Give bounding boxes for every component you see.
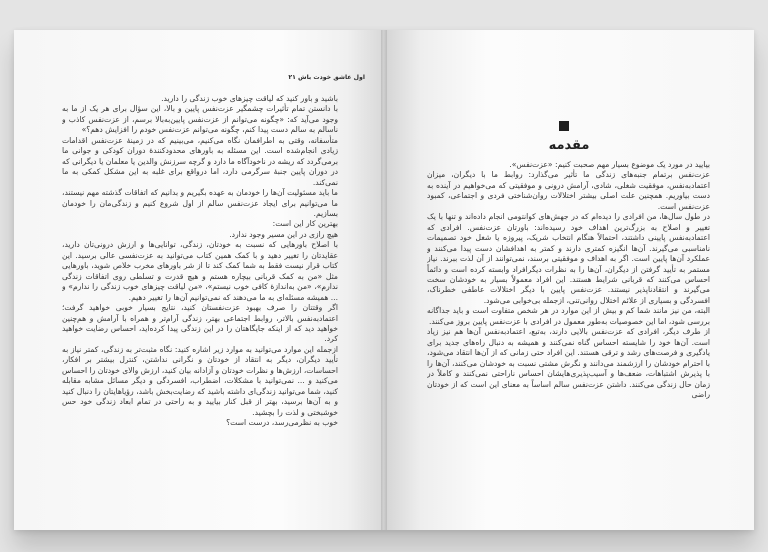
body-paragraph: از طرف دیگر، افرادی که عزت‌نفس بالایی دارند، به‌تبع، اعتمادبه‌نفس آن‌ها هم نیز زیاد است. آن‌ها خود را شایسته احساس گناه نمی‌کنند و همیشه به دنبال راه‌های جدید برای یادگیری و فرصت‌های رشد و ترقی هستند. این افراد حتی زمانی که از آن‌ها انتقاد می‌شود، با احترام خودشان را ارزشمند می‌دانند و نگرش مشتی نسبت به خودشان می‌کنند، آن‌ها را با پذیرش اشتباهات، ضعف‌ها و آسیب‌پذیری‌هایشان احساس ناراحتی نمی‌کنند و کاملاً در زمان حال زندگی می‌کنند. داشتن عزت‌نفس سالم اساساً به معنای این است که از خودتان راضی: [427, 327, 710, 399]
right-page: [384, 30, 754, 530]
body-paragraph: اگر وقتتان را صرف بهبود عزت‌نفستان کنید، نتایج بسیار خوبی خواهید گرفت؛ اعتمادبه‌نفس بالاتر، روابط اجتماعی بهتر، زندگی آرام‌تر و همراه با آرامش و هم‌چنین خواهید دید که از اینکه جایگاهتان را در این زندگی پیدا کرده‌اید، احساس رضایت خواهید کرد.: [62, 303, 338, 344]
book-gutter: [381, 30, 387, 530]
open-book: [14, 30, 754, 530]
body-paragraph: ما باید مسئولیت آن‌ها را خودمان به عهده بگیریم و بدانیم که اتفاقات گذشته مهم نیستند، ما می‌توانیم برای ایجاد عزت‌نفس سالم از اول شروع کنیم و زندگی‌مان را خودمان بسازیم.: [62, 188, 338, 218]
right-page-body: [427, 160, 710, 484]
chapter-title: مقدمه: [548, 138, 590, 153]
body-paragraph: با دانستن تمام تأثیرات چشمگیر عزت‌نفس پایین و بالا، این سؤال برای هر یک از ما به وجود می‌آید که: «چگونه می‌توانم از عزت‌نفس پایین‌به‌بالا برسم، از عزت‌نفس کاذب و ناسالم به سالم دست پیدا کنم، چگونه می‌توانم عزت‌نفس خودم را افزایش دهم؟»: [62, 104, 338, 135]
body-paragraph: هیچ رازی در این مسیر وجود ندارد.: [229, 229, 338, 239]
body-paragraph: در طول سال‌ها، من افرادی را دیده‌ام که در جهش‌های کوانتومی انجام داده‌اند و تنها با یک تغییر و اصلاح به بزرگ‌ترین اهداف خود رسیده‌اند: باورتان عزت‌نفس. افرادی که اعتمادبه‌نفس پایینی داشتند، احتمالاً هنگام انتخاب شریک، پیروزه یا شغل خود تصمیمات نامناسبی می‌گیرند. آن‌ها انگیزه کمتری دارند و کمتر به اهدافشان دست پیدا می‌کنند و عملکرد آن‌ها پایین است. اگر به اهداف و موفقیتی برسند، نمی‌توانند از آن لذت ببرند. نیاز مستمر به تأیید گرفتن از دیگران، آن‌ها را به نظرات دیگرافراد وابسته کرده است و دائماً احساس می‌کنند که قربانی شرایط هستند. این افراد معمولاً بسیار به خودشان سخت می‌گیرند و انتقادناپذیر نیستند. عزت‌نفس پایین با دیگر اختلالات عاطفی خطرناک، افسردگی و بسیاری از علائم اختلال روانی‌تنی، ازجمله بی‌خوابی می‌شود.: [427, 212, 710, 305]
left-page: [14, 30, 384, 530]
body-paragraph: متأسفانه، وقتی به اطرافمان نگاه می‌کنیم، می‌بینیم که در زمینهٔ عزت‌نفس اقدامات زیادی انجام‌شده است. این مسئله به باورهای محدودکنندهٔ دوران کودکی و جوانی ما برمی‌گردد که ریشه در ناخودآگاه ما دارد و گرچه سرزنش والدین یا معلمان یا دیگرانی که در دوران پایین جنبهٔ سرگرمی دارد، اما درواقع برای غلبه به این مشکل کمکی به ما نمی‌کند.: [62, 135, 338, 187]
body-paragraph: عزت‌نفس برتمام جنبه‌های زندگی ما تأثیر می‌گذارد: روابط ما با دیگران، میزان اعتمادبه‌نفس، موفقیت شغلی، شادی، آرامش درونی و موفقیتی که می‌خواهیم در آینده به دست بیاوریم. همچنین علت اصلی بیشتر اختلالات روان‌شناختی فردی و اجتماعی، کمبود عزت‌نفس است.: [427, 170, 710, 211]
chapter-square-icon: [559, 121, 569, 131]
body-paragraph: باشید و باور کنید که لیاقت چیزهای خوب زندگی را دارید.: [161, 94, 338, 103]
body-paragraph: بهترین کار این است:: [272, 219, 338, 229]
left-page-body: [62, 94, 338, 484]
running-head: اول عاشق خودت باش ۲۱: [288, 74, 365, 81]
body-paragraph: بیایید در مورد یک موضوع بسیار مهم صحبت کنیم: «عزت‌نفس».: [509, 160, 710, 169]
body-paragraph: البته، من نیز مانند شما کم و بیش از این موارد در هر شخص متفاوت است و باید جداگانه بررسی شود، اما این خصوصیات به‌طور معمول در افرادی با عزت‌نفس پایین بروز می‌کنند.: [427, 306, 710, 326]
body-paragraph: خوب به نظرمی‌رسد، درست است؟: [226, 418, 338, 428]
body-paragraph: ازجمله این موارد می‌توانید به موارد زیر اشاره کنید: نگاه مثبت‌تر به زندگی، کمتر نیاز به تأیید دیگران، دیگر به انتقاد از خودتان و نگرانی نداشتن، کنترل بیشتر بر افکار، احساسات، ارزش‌ها و نظرات خودتان و آزادانه بیان کنید، ارزش والای خودتان را احساس می‌کنید و ... نمی‌توانید با مشکلات، اضطراب، افسردگی و دیگر مسائل مشابه مقابله کنید، شما می‌توانید زندگی‌ای داشته باشید که رضایت‌بخش باشد، رؤیاهایتان را دنبال کنید و به آن‌ها برسید، بهتر از قبل کنار بیایید و به راحتی در تمام ابعاد زندگی خود حس خوشبختی و لذت را بچشید.: [62, 344, 338, 417]
body-paragraph: با اصلاح باورهایی که نسبت به خودتان، زندگی، توانایی‌ها و ارزش درونی‌تان دارید، عقایدتان را تغییر دهید و با کمک همین کتاب می‌توانید به عزت‌نفسی عالی برسید. این کتاب قرار نیست فقط به شما کمک کند تا از شر باورهای مخرب خلاص شوید، باورهایی مثل «من به کمک قربانی بیچاره هستم و هیچ قدرت و تسلطی روی اتفاقات زندگی ندارم»، «من به‌اندازهٔ کافی خوب نیستم»، «من لیاقت چیزهای خوب زندگی را ندارم» و ... همیشه مسئله‌ای به ما می‌دهند که نمی‌توانیم آن‌ها را تغییر دهیم.: [62, 240, 338, 302]
